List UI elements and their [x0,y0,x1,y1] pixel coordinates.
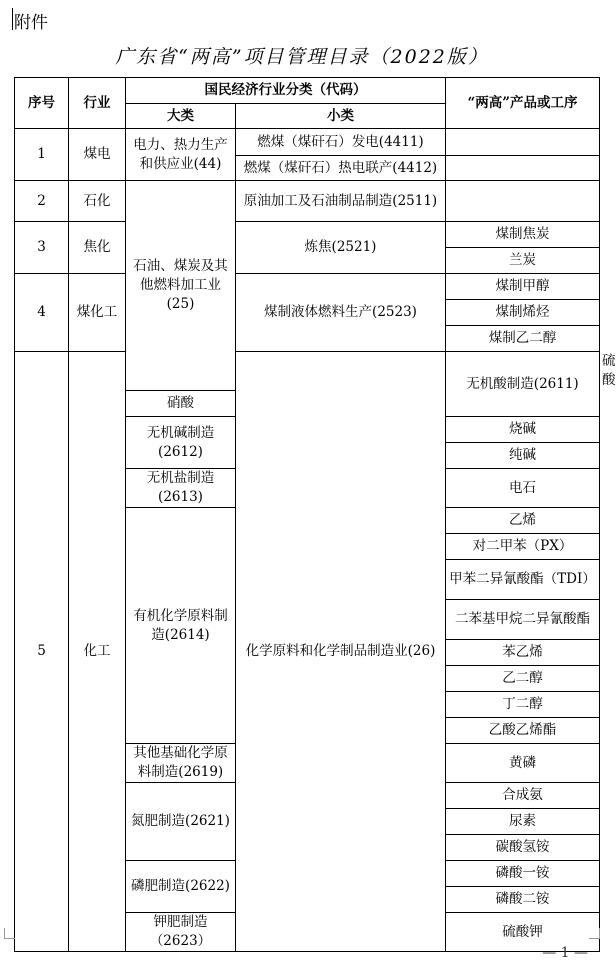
page-corner-mark [4,928,15,939]
row-minor: 燃煤（煤矸石）热电联产(4412) [236,156,446,181]
row-product: 乙烯 [446,508,600,534]
row-seq: 3 [15,222,69,274]
row-product: 二苯基甲烷二异氰酸酯 [446,600,600,640]
row-minor: 原油加工及石油制品制造(2511) [236,181,446,222]
row-industry: 焦化 [69,222,126,274]
row-industry: 煤化工 [69,274,126,352]
header-industry: 行业 [69,78,126,129]
header-major: 大类 [126,104,236,129]
row-seq: 1 [15,129,69,181]
row-minor: 无机碱制造(2612) [126,417,236,469]
row-product: 苯乙烯 [446,640,600,666]
row-product: 电石 [446,469,600,508]
row-major: 化学原料和化学制品制造业(26) [236,352,446,952]
row-product: 尿素 [446,809,600,835]
row-product: 合成氨 [446,783,600,809]
row-product: 硫酸钾 [446,913,600,952]
row-product: 烧碱 [446,417,600,443]
row-minor: 钾肥制造（2623） [126,913,236,952]
row-seq: 5 [15,352,69,952]
row-product: 乙酸乙烯酯 [446,718,600,744]
header-classification: 国民经济行业分类（代码） [126,78,446,104]
row-minor: 其他基础化学原料制造(2619) [126,744,236,783]
row-product: 乙二醇 [446,666,600,692]
row-minor: 磷肥制造(2622) [126,861,236,913]
row-product: 黄磷 [446,744,600,783]
row-product: 碳酸氢铵 [446,835,600,861]
row-product: 磷酸一铵 [446,861,600,887]
row-industry: 化工 [69,352,126,952]
row-product: 煤制烯烃 [446,300,600,326]
catalog-table: 序号 行业 国民经济行业分类（代码） “两高”产品或工序 大类 小类 1 煤电 电力、热力生产和供应业(44) 燃煤（煤矸石）发电(4411) 燃煤（煤矸石）热电联产(4412) 2 石化 石油、煤炭及其他燃料加工业(25) 原油加工及石油制品制造(2511) 3 焦化 炼焦(2521) 煤制焦炭 兰炭 4 煤化工 煤制液体燃料生产(2523) 煤制甲醇 煤制烯烃 煤制乙二醇 5 化工 化学原料和化学制品制造业(26) 无机酸制造(2611) 硫酸 硝酸 无机碱制造(2612) 烧碱 纯碱 无机盐制造(2613) 电石 有机化学原料制造(2614) 乙烯 对二甲苯（PX） 甲苯二异氰酸酯（TDI） 二苯基甲烷二异氰酸酯 苯乙烯 乙二醇 丁二醇 乙酸乙烯酯 其他基础化学原料制造(2619) 黄磷 氮肥制造(2621) 合成氨 尿素 碳酸氢铵 磷肥制造(2622) 磷酸一铵 磷酸二铵 钾肥制造（2623） 硫酸钾 [14,77,600,952]
row-product: 煤制乙二醇 [446,326,600,352]
header-minor: 小类 [236,104,446,129]
row-seq: 2 [15,181,69,222]
row-seq: 4 [15,274,69,352]
row-product: 硝酸 [126,391,236,417]
row-minor: 煤制液体燃料生产(2523) [236,274,446,352]
attachment-label: 附件 [14,13,48,33]
document-title: 广东省“两高”项目管理目录（2022版） [115,46,489,68]
row-minor: 炼焦(2521) [236,222,446,274]
page-number: — 1 — [542,945,588,961]
row-industry: 煤电 [69,129,126,181]
row-industry: 石化 [69,181,126,222]
row-product: 磷酸二铵 [446,887,600,913]
row-minor: 无机盐制造(2613) [126,469,236,508]
row-major: 电力、热力生产和供应业(44) [126,129,236,181]
row-product [446,156,600,181]
row-minor: 氮肥制造(2621) [126,783,236,861]
row-product: 甲苯二异氰酸酯（TDI） [446,560,600,600]
text-cursor [12,8,13,30]
row-product: 纯碱 [446,443,600,469]
row-major: 石油、煤炭及其他燃料加工业(25) [126,181,236,391]
row-minor: 无机酸制造(2611) [446,352,600,417]
row-product: 煤制焦炭 [446,222,600,248]
header-product: “两高”产品或工序 [446,78,600,129]
row-product: 兰炭 [446,248,600,274]
row-product [446,181,600,222]
row-product: 丁二醇 [446,692,600,718]
row-minor: 有机化学原料制造(2614) [126,508,236,744]
row-product: 煤制甲醇 [446,274,600,300]
row-product [446,129,600,156]
header-seq: 序号 [15,78,69,129]
row-product: 对二甲苯（PX） [446,534,600,560]
page-corner-mark [589,928,600,939]
row-minor: 燃煤（煤矸石）发电(4411) [236,129,446,156]
